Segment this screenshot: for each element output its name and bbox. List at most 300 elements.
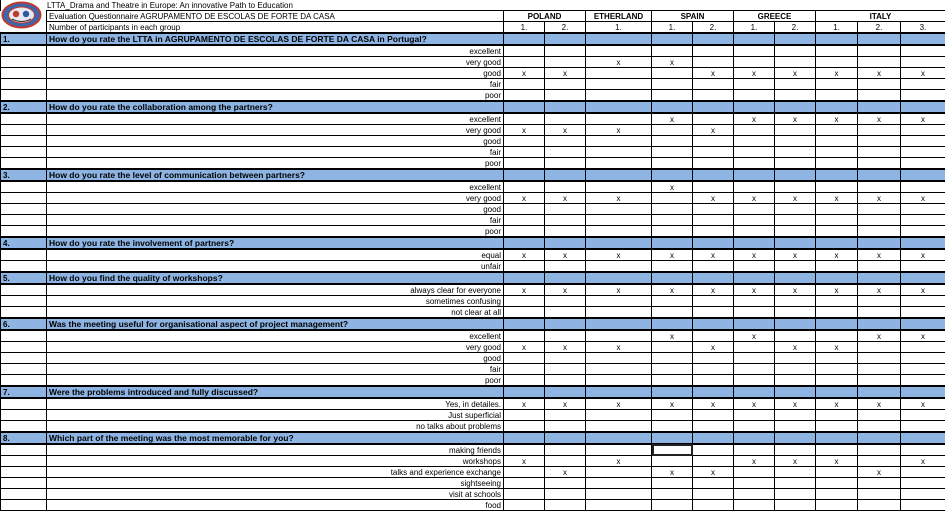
response-cell[interactable]	[901, 261, 945, 273]
response-cell[interactable]	[652, 79, 693, 90]
question-text[interactable]: Was the meeting useful for organisational aspect of project management?	[47, 318, 504, 330]
response-cell[interactable]	[775, 353, 816, 364]
row-number-cell[interactable]	[1, 467, 47, 478]
answer-option-label[interactable]: equal	[47, 249, 504, 261]
question-header-cell[interactable]	[816, 272, 858, 284]
response-cell[interactable]	[545, 421, 586, 433]
response-cell[interactable]	[545, 500, 586, 511]
response-cell[interactable]: x	[504, 456, 545, 467]
response-cell[interactable]	[652, 204, 693, 215]
response-cell[interactable]	[858, 181, 901, 193]
response-cell[interactable]	[775, 478, 816, 489]
answer-option-label[interactable]: very good	[47, 57, 504, 68]
response-cell[interactable]	[586, 68, 652, 79]
question-header-cell[interactable]	[652, 272, 693, 284]
response-cell[interactable]	[734, 478, 775, 489]
question-header-cell[interactable]	[734, 101, 775, 113]
response-cell[interactable]: x	[652, 57, 693, 68]
response-cell[interactable]: x	[734, 113, 775, 125]
response-cell[interactable]	[734, 204, 775, 215]
response-cell[interactable]	[734, 226, 775, 238]
question-header-cell[interactable]	[504, 386, 545, 398]
response-cell[interactable]	[734, 90, 775, 102]
group-number[interactable]: 2.	[775, 22, 816, 34]
answer-option-label[interactable]: talks and experience exchange	[47, 467, 504, 478]
answer-option-label[interactable]: sightseeing	[47, 478, 504, 489]
response-cell[interactable]: x	[652, 330, 693, 342]
question-header-cell[interactable]	[652, 432, 693, 444]
answer-option-label[interactable]: no talks about problems	[47, 421, 504, 433]
question-header-cell[interactable]	[901, 237, 945, 249]
response-cell[interactable]: x	[816, 68, 858, 79]
response-cell[interactable]: x	[586, 125, 652, 136]
question-number[interactable]: 5.	[1, 272, 47, 284]
answer-option-label[interactable]: excellent	[47, 330, 504, 342]
response-cell[interactable]: x	[901, 284, 945, 296]
response-cell[interactable]	[858, 478, 901, 489]
response-cell[interactable]	[901, 90, 945, 102]
response-cell[interactable]	[858, 456, 901, 467]
response-cell[interactable]	[901, 421, 945, 433]
country-spain[interactable]: SPAIN	[652, 11, 734, 22]
response-cell[interactable]	[586, 330, 652, 342]
response-cell[interactable]	[652, 193, 693, 204]
response-cell[interactable]	[545, 375, 586, 387]
response-cell[interactable]	[816, 444, 858, 456]
response-cell[interactable]	[504, 444, 545, 456]
response-cell[interactable]: x	[775, 456, 816, 467]
response-cell[interactable]	[775, 226, 816, 238]
question-header-cell[interactable]	[586, 33, 652, 45]
response-cell[interactable]	[775, 125, 816, 136]
response-cell[interactable]: x	[693, 68, 734, 79]
response-cell[interactable]	[586, 113, 652, 125]
question-header-cell[interactable]	[901, 432, 945, 444]
question-header-cell[interactable]	[693, 101, 734, 113]
response-cell[interactable]	[586, 215, 652, 226]
response-cell[interactable]	[693, 113, 734, 125]
row-number-cell[interactable]	[1, 193, 47, 204]
question-header-cell[interactable]	[652, 386, 693, 398]
question-header-cell[interactable]	[586, 318, 652, 330]
response-cell[interactable]: x	[545, 398, 586, 410]
response-cell[interactable]	[504, 226, 545, 238]
group-number[interactable]: 1.	[652, 22, 693, 34]
response-cell[interactable]	[545, 261, 586, 273]
response-cell[interactable]	[545, 226, 586, 238]
response-cell[interactable]	[586, 353, 652, 364]
response-cell[interactable]	[545, 57, 586, 68]
question-header-cell[interactable]	[652, 169, 693, 181]
row-number-cell[interactable]	[1, 125, 47, 136]
response-cell[interactable]	[545, 215, 586, 226]
response-cell[interactable]	[775, 330, 816, 342]
response-cell[interactable]: x	[901, 398, 945, 410]
response-cell[interactable]	[734, 79, 775, 90]
response-cell[interactable]	[652, 261, 693, 273]
response-cell[interactable]	[586, 158, 652, 170]
response-cell[interactable]	[586, 364, 652, 375]
response-cell[interactable]: x	[693, 342, 734, 353]
response-cell[interactable]	[504, 478, 545, 489]
response-cell[interactable]: x	[816, 284, 858, 296]
response-cell[interactable]	[901, 500, 945, 511]
response-cell[interactable]	[586, 375, 652, 387]
response-cell[interactable]	[816, 478, 858, 489]
response-cell[interactable]	[545, 113, 586, 125]
response-cell[interactable]: x	[901, 68, 945, 79]
row-number-cell[interactable]	[1, 330, 47, 342]
response-cell[interactable]	[775, 489, 816, 500]
response-cell[interactable]	[901, 410, 945, 421]
response-cell[interactable]: x	[504, 249, 545, 261]
participants-label[interactable]: Number of participants in each group	[47, 22, 504, 34]
response-cell[interactable]	[652, 410, 693, 421]
response-cell[interactable]: x	[901, 330, 945, 342]
question-header-cell[interactable]	[734, 169, 775, 181]
question-header-cell[interactable]	[775, 386, 816, 398]
response-cell[interactable]: x	[504, 193, 545, 204]
question-header-cell[interactable]	[545, 432, 586, 444]
response-cell[interactable]	[734, 307, 775, 319]
response-cell[interactable]	[586, 489, 652, 500]
response-cell[interactable]: x	[545, 249, 586, 261]
question-header-cell[interactable]	[586, 237, 652, 249]
answer-option-label[interactable]: excellent	[47, 113, 504, 125]
answer-option-label[interactable]: excellent	[47, 45, 504, 57]
question-number[interactable]: 4.	[1, 237, 47, 249]
group-number[interactable]: 1.	[734, 22, 775, 34]
response-cell[interactable]: x	[652, 113, 693, 125]
response-cell[interactable]	[504, 364, 545, 375]
question-header-cell[interactable]	[734, 237, 775, 249]
response-cell[interactable]	[775, 261, 816, 273]
response-cell[interactable]	[504, 158, 545, 170]
row-number-cell[interactable]	[1, 500, 47, 511]
question-header-cell[interactable]	[858, 386, 901, 398]
response-cell[interactable]	[734, 489, 775, 500]
response-cell[interactable]	[775, 410, 816, 421]
question-header-cell[interactable]	[816, 237, 858, 249]
response-cell[interactable]	[652, 226, 693, 238]
response-cell[interactable]	[693, 45, 734, 57]
row-number-cell[interactable]	[1, 113, 47, 125]
response-cell[interactable]	[693, 204, 734, 215]
response-cell[interactable]	[816, 45, 858, 57]
response-cell[interactable]	[775, 45, 816, 57]
answer-option-label[interactable]: fair	[47, 79, 504, 90]
response-cell[interactable]	[734, 410, 775, 421]
row-number-cell[interactable]	[1, 181, 47, 193]
response-cell[interactable]: x	[545, 193, 586, 204]
answer-option-label[interactable]: unfair	[47, 261, 504, 273]
response-cell[interactable]	[858, 147, 901, 158]
response-cell[interactable]: x	[693, 284, 734, 296]
response-cell[interactable]	[734, 181, 775, 193]
response-cell[interactable]: x	[734, 456, 775, 467]
response-cell[interactable]	[775, 57, 816, 68]
response-cell[interactable]	[652, 90, 693, 102]
question-header-cell[interactable]	[858, 33, 901, 45]
response-cell[interactable]	[734, 125, 775, 136]
response-cell[interactable]	[775, 204, 816, 215]
response-cell[interactable]	[775, 79, 816, 90]
response-cell[interactable]: x	[901, 456, 945, 467]
question-header-cell[interactable]	[545, 237, 586, 249]
response-cell[interactable]	[775, 181, 816, 193]
country-italy[interactable]: ITALY	[816, 11, 945, 22]
response-cell[interactable]: x	[693, 467, 734, 478]
country-netherland[interactable]: ETHERLAND	[586, 11, 652, 22]
response-cell[interactable]	[816, 147, 858, 158]
question-header-cell[interactable]	[901, 386, 945, 398]
answer-option-label[interactable]: poor	[47, 375, 504, 387]
question-header-cell[interactable]	[858, 272, 901, 284]
questionnaire-title[interactable]: Evaluation Questionnaire AGRUPAMENTO DE ESCOLAS DE FORTE DA CASA	[47, 11, 504, 22]
question-number[interactable]: 8.	[1, 432, 47, 444]
response-cell[interactable]	[652, 45, 693, 57]
response-cell[interactable]: x	[693, 249, 734, 261]
question-header-cell[interactable]	[504, 101, 545, 113]
answer-option-label[interactable]: not clear at all	[47, 307, 504, 319]
response-cell[interactable]: x	[652, 249, 693, 261]
response-cell[interactable]	[586, 467, 652, 478]
response-cell[interactable]: x	[504, 68, 545, 79]
question-header-cell[interactable]	[693, 318, 734, 330]
response-cell[interactable]	[504, 45, 545, 57]
response-cell[interactable]	[545, 364, 586, 375]
answer-option-label[interactable]: very good	[47, 342, 504, 353]
response-cell[interactable]	[734, 45, 775, 57]
question-header-cell[interactable]	[858, 169, 901, 181]
response-cell[interactable]: x	[816, 456, 858, 467]
response-cell[interactable]: x	[693, 193, 734, 204]
question-text[interactable]: How do you find the quality of workshops?	[47, 272, 504, 284]
answer-option-label[interactable]: good	[47, 68, 504, 79]
response-cell[interactable]	[652, 147, 693, 158]
response-cell[interactable]	[504, 57, 545, 68]
response-cell[interactable]	[816, 375, 858, 387]
row-number-cell[interactable]	[1, 147, 47, 158]
response-cell[interactable]	[504, 410, 545, 421]
answer-option-label[interactable]: poor	[47, 158, 504, 170]
group-number[interactable]: 1.	[504, 22, 545, 34]
row-number-cell[interactable]	[1, 307, 47, 319]
response-cell[interactable]	[816, 158, 858, 170]
response-cell[interactable]	[901, 45, 945, 57]
question-header-cell[interactable]	[693, 386, 734, 398]
question-header-cell[interactable]	[504, 432, 545, 444]
response-cell[interactable]: x	[775, 398, 816, 410]
response-cell[interactable]	[775, 364, 816, 375]
response-cell[interactable]	[693, 307, 734, 319]
response-cell[interactable]	[858, 57, 901, 68]
response-cell[interactable]	[858, 489, 901, 500]
response-cell[interactable]	[652, 342, 693, 353]
question-text[interactable]: How do you rate the involvement of partners?	[47, 237, 504, 249]
response-cell[interactable]	[901, 226, 945, 238]
response-cell[interactable]	[816, 353, 858, 364]
question-header-cell[interactable]	[504, 237, 545, 249]
response-cell[interactable]	[858, 375, 901, 387]
response-cell[interactable]	[901, 307, 945, 319]
question-header-cell[interactable]	[545, 386, 586, 398]
response-cell[interactable]	[901, 181, 945, 193]
response-cell[interactable]	[652, 136, 693, 147]
question-text[interactable]: Which part of the meeting was the most memorable for you?	[47, 432, 504, 444]
country-greece[interactable]: GREECE	[734, 11, 816, 22]
response-cell[interactable]	[816, 500, 858, 511]
response-cell[interactable]	[858, 136, 901, 147]
row-number-cell[interactable]	[1, 353, 47, 364]
response-cell[interactable]: x	[586, 398, 652, 410]
response-cell[interactable]	[586, 204, 652, 215]
answer-option-label[interactable]: good	[47, 353, 504, 364]
response-cell[interactable]	[586, 478, 652, 489]
response-cell[interactable]	[545, 489, 586, 500]
answer-option-label[interactable]: fair	[47, 215, 504, 226]
response-cell[interactable]	[816, 421, 858, 433]
response-cell[interactable]	[586, 79, 652, 90]
question-number[interactable]: 2.	[1, 101, 47, 113]
response-cell[interactable]	[545, 79, 586, 90]
response-cell[interactable]: x	[545, 467, 586, 478]
question-header-cell[interactable]	[586, 169, 652, 181]
response-cell[interactable]	[652, 500, 693, 511]
question-header-cell[interactable]	[816, 386, 858, 398]
response-cell[interactable]	[858, 342, 901, 353]
response-cell[interactable]	[816, 204, 858, 215]
response-cell[interactable]	[586, 444, 652, 456]
response-cell[interactable]	[693, 421, 734, 433]
response-cell[interactable]: x	[586, 249, 652, 261]
response-cell[interactable]: x	[545, 125, 586, 136]
response-cell[interactable]	[693, 500, 734, 511]
answer-option-label[interactable]: always clear for everyone	[47, 284, 504, 296]
response-cell[interactable]	[693, 79, 734, 90]
row-number-cell[interactable]	[1, 204, 47, 215]
response-cell[interactable]: x	[816, 342, 858, 353]
group-number[interactable]: 2.	[693, 22, 734, 34]
response-cell[interactable]: x	[545, 342, 586, 353]
group-number[interactable]: 1.	[816, 22, 858, 34]
response-cell[interactable]	[858, 296, 901, 307]
answer-option-label[interactable]: good	[47, 136, 504, 147]
row-number-cell[interactable]	[1, 261, 47, 273]
row-number-cell[interactable]	[1, 45, 47, 57]
response-cell[interactable]	[734, 375, 775, 387]
row-number-cell[interactable]	[1, 57, 47, 68]
response-cell[interactable]	[504, 90, 545, 102]
response-cell[interactable]	[693, 353, 734, 364]
response-cell[interactable]	[816, 215, 858, 226]
question-header-cell[interactable]	[816, 101, 858, 113]
response-cell[interactable]	[652, 307, 693, 319]
question-header-cell[interactable]	[816, 169, 858, 181]
question-number[interactable]: 1.	[1, 33, 47, 45]
response-cell[interactable]	[775, 136, 816, 147]
question-header-cell[interactable]	[816, 432, 858, 444]
response-cell[interactable]: x	[734, 284, 775, 296]
response-cell[interactable]	[816, 261, 858, 273]
response-cell[interactable]	[545, 158, 586, 170]
response-cell[interactable]	[816, 79, 858, 90]
response-cell[interactable]	[652, 375, 693, 387]
response-cell[interactable]	[652, 456, 693, 467]
response-cell[interactable]	[816, 364, 858, 375]
question-header-cell[interactable]	[504, 318, 545, 330]
question-header-cell[interactable]	[775, 318, 816, 330]
response-cell[interactable]	[652, 215, 693, 226]
question-header-cell[interactable]	[652, 101, 693, 113]
response-cell[interactable]: x	[734, 68, 775, 79]
question-header-cell[interactable]	[586, 432, 652, 444]
response-cell[interactable]	[693, 226, 734, 238]
group-number[interactable]: 3.	[901, 22, 945, 34]
response-cell[interactable]	[545, 307, 586, 319]
question-number[interactable]: 6.	[1, 318, 47, 330]
response-cell[interactable]	[504, 307, 545, 319]
row-number-cell[interactable]	[1, 284, 47, 296]
question-header-cell[interactable]	[734, 432, 775, 444]
response-cell[interactable]	[545, 204, 586, 215]
response-cell[interactable]	[775, 215, 816, 226]
question-header-cell[interactable]	[901, 101, 945, 113]
response-cell[interactable]: x	[652, 467, 693, 478]
question-header-cell[interactable]	[693, 237, 734, 249]
row-number-cell[interactable]	[1, 249, 47, 261]
question-header-cell[interactable]	[775, 101, 816, 113]
response-cell[interactable]: x	[858, 193, 901, 204]
response-cell[interactable]	[652, 364, 693, 375]
row-number-cell[interactable]	[1, 375, 47, 387]
answer-option-label[interactable]: workshops	[47, 456, 504, 467]
response-cell[interactable]	[816, 489, 858, 500]
response-cell[interactable]	[816, 57, 858, 68]
response-cell[interactable]	[504, 261, 545, 273]
response-cell[interactable]	[734, 467, 775, 478]
response-cell[interactable]	[586, 147, 652, 158]
group-number[interactable]: 2.	[858, 22, 901, 34]
response-cell[interactable]	[504, 147, 545, 158]
answer-option-label[interactable]: food	[47, 500, 504, 511]
response-cell[interactable]	[545, 147, 586, 158]
response-cell[interactable]	[734, 215, 775, 226]
response-cell[interactable]: x	[734, 398, 775, 410]
response-cell[interactable]	[586, 296, 652, 307]
response-cell[interactable]	[816, 330, 858, 342]
response-cell[interactable]	[858, 444, 901, 456]
response-cell[interactable]	[693, 444, 734, 456]
question-header-cell[interactable]	[545, 318, 586, 330]
response-cell[interactable]: x	[816, 249, 858, 261]
response-cell[interactable]	[504, 375, 545, 387]
response-cell[interactable]	[816, 136, 858, 147]
row-number-cell[interactable]	[1, 79, 47, 90]
response-cell[interactable]	[586, 136, 652, 147]
response-cell[interactable]	[901, 215, 945, 226]
response-cell[interactable]	[504, 421, 545, 433]
response-cell[interactable]	[693, 215, 734, 226]
response-cell[interactable]	[586, 90, 652, 102]
question-header-cell[interactable]	[901, 272, 945, 284]
country-poland[interactable]: POLAND	[504, 11, 586, 22]
question-header-cell[interactable]	[901, 33, 945, 45]
response-cell[interactable]: x	[504, 342, 545, 353]
response-cell[interactable]	[545, 410, 586, 421]
response-cell[interactable]	[734, 353, 775, 364]
row-number-cell[interactable]	[1, 158, 47, 170]
